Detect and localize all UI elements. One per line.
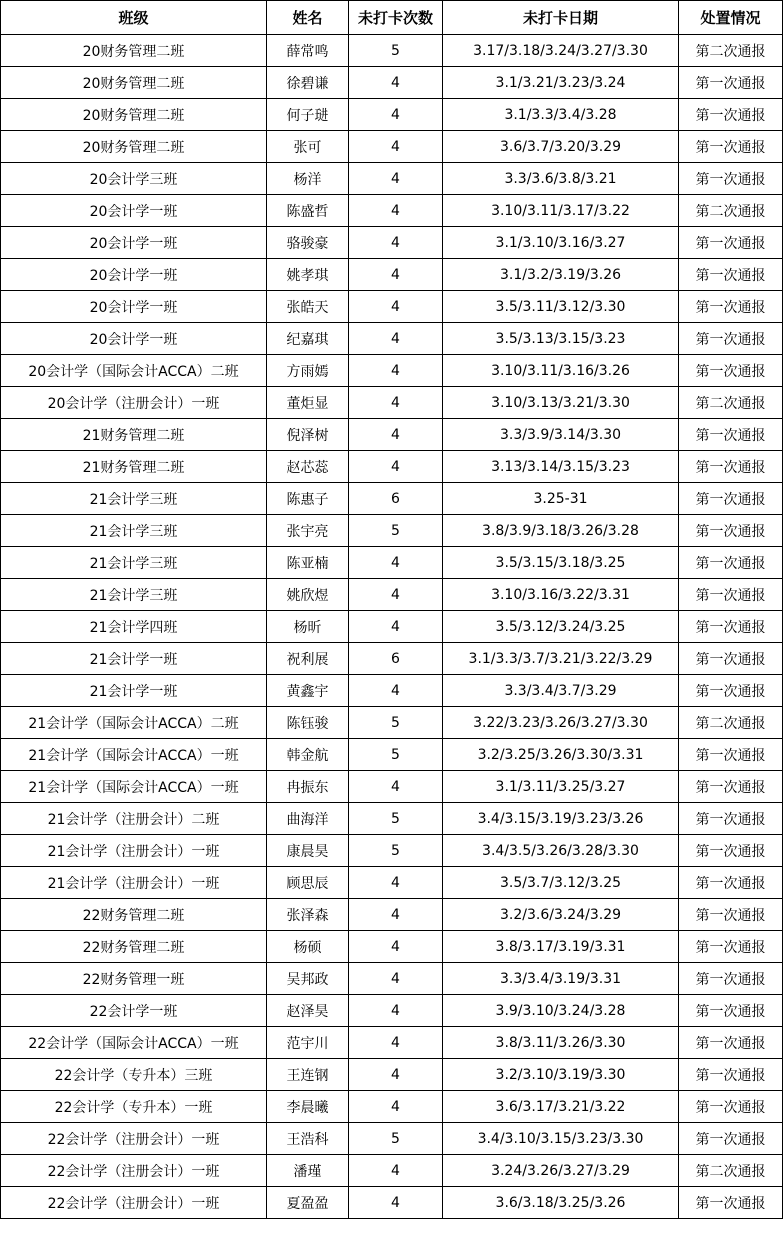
name-cell: 夏盈盈 xyxy=(267,1187,349,1219)
class-cell: 22会计学（国际会计ACCA）一班 xyxy=(1,1027,267,1059)
missed-count-cell: 4 xyxy=(349,899,443,931)
missed-count-cell: 4 xyxy=(349,675,443,707)
table-row xyxy=(1,259,783,291)
disposition-cell: 第一次通报 xyxy=(679,643,783,675)
name-cell: 杨硕 xyxy=(267,931,349,963)
name-cell: 杨洋 xyxy=(267,163,349,195)
class-cell: 20会计学三班 xyxy=(1,163,267,195)
disposition-cell: 第一次通报 xyxy=(679,771,783,803)
disposition-cell: 第一次通报 xyxy=(679,867,783,899)
name-cell: 纪嘉琪 xyxy=(267,323,349,355)
name-cell: 张泽森 xyxy=(267,899,349,931)
class-cell: 20会计学一班 xyxy=(1,227,267,259)
table-row xyxy=(1,643,783,675)
class-cell: 20会计学一班 xyxy=(1,323,267,355)
table-row xyxy=(1,355,783,387)
name-cell: 黄鑫宇 xyxy=(267,675,349,707)
disposition-cell: 第一次通报 xyxy=(679,323,783,355)
missed-count-cell: 4 xyxy=(349,547,443,579)
name-cell: 潘瑾 xyxy=(267,1155,349,1187)
missed-count-cell: 4 xyxy=(349,259,443,291)
header-missed-count: 未打卡次数 xyxy=(349,1,443,35)
table-row xyxy=(1,35,783,67)
table-row xyxy=(1,67,783,99)
disposition-cell: 第一次通报 xyxy=(679,739,783,771)
table-row xyxy=(1,1059,783,1091)
missed-count-cell: 4 xyxy=(349,163,443,195)
name-cell: 顾思辰 xyxy=(267,867,349,899)
missed-count-cell: 5 xyxy=(349,1123,443,1155)
name-cell: 吴邦政 xyxy=(267,963,349,995)
missed-count-cell: 4 xyxy=(349,995,443,1027)
table-row xyxy=(1,387,783,419)
missed-dates-cell: 3.3/3.4/3.19/3.31 xyxy=(443,963,679,995)
missed-dates-cell: 3.5/3.12/3.24/3.25 xyxy=(443,611,679,643)
missed-count-cell: 4 xyxy=(349,1187,443,1219)
missed-dates-cell: 3.3/3.6/3.8/3.21 xyxy=(443,163,679,195)
class-cell: 21财务管理二班 xyxy=(1,419,267,451)
table-row xyxy=(1,963,783,995)
missed-count-cell: 4 xyxy=(349,451,443,483)
missed-dates-cell: 3.4/3.15/3.19/3.23/3.26 xyxy=(443,803,679,835)
class-cell: 21会计学（注册会计）一班 xyxy=(1,867,267,899)
disposition-cell: 第一次通报 xyxy=(679,291,783,323)
missed-dates-cell: 3.2/3.25/3.26/3.30/3.31 xyxy=(443,739,679,771)
disposition-cell: 第一次通报 xyxy=(679,995,783,1027)
class-cell: 21会计学四班 xyxy=(1,611,267,643)
missed-dates-cell: 3.5/3.13/3.15/3.23 xyxy=(443,323,679,355)
table-row xyxy=(1,931,783,963)
disposition-cell: 第二次通报 xyxy=(679,387,783,419)
missed-count-cell: 4 xyxy=(349,355,443,387)
class-cell: 21会计学（国际会计ACCA）二班 xyxy=(1,707,267,739)
missed-dates-cell: 3.22/3.23/3.26/3.27/3.30 xyxy=(443,707,679,739)
table-row xyxy=(1,739,783,771)
name-cell: 冉振东 xyxy=(267,771,349,803)
header-missed-dates: 未打卡日期 xyxy=(443,1,679,35)
missed-count-cell: 5 xyxy=(349,35,443,67)
missed-count-cell: 4 xyxy=(349,931,443,963)
missed-count-cell: 6 xyxy=(349,483,443,515)
table-row xyxy=(1,1091,783,1123)
class-cell: 21会计学（注册会计）二班 xyxy=(1,803,267,835)
class-cell: 21财务管理二班 xyxy=(1,451,267,483)
missed-count-cell: 4 xyxy=(349,963,443,995)
missed-count-cell: 5 xyxy=(349,803,443,835)
missed-dates-cell: 3.24/3.26/3.27/3.29 xyxy=(443,1155,679,1187)
missed-count-cell: 4 xyxy=(349,387,443,419)
class-cell: 20会计学一班 xyxy=(1,291,267,323)
disposition-cell: 第一次通报 xyxy=(679,675,783,707)
name-cell: 陈惠子 xyxy=(267,483,349,515)
table-row xyxy=(1,995,783,1027)
missed-count-cell: 4 xyxy=(349,1027,443,1059)
missed-dates-cell: 3.8/3.17/3.19/3.31 xyxy=(443,931,679,963)
name-cell: 姚孝琪 xyxy=(267,259,349,291)
disposition-cell: 第一次通报 xyxy=(679,803,783,835)
table-row xyxy=(1,899,783,931)
name-cell: 徐碧谦 xyxy=(267,67,349,99)
disposition-cell: 第一次通报 xyxy=(679,99,783,131)
name-cell: 张皓天 xyxy=(267,291,349,323)
class-cell: 21会计学（注册会计）一班 xyxy=(1,835,267,867)
missed-count-cell: 4 xyxy=(349,867,443,899)
missed-dates-cell: 3.2/3.10/3.19/3.30 xyxy=(443,1059,679,1091)
missed-count-cell: 5 xyxy=(349,515,443,547)
name-cell: 康晨昊 xyxy=(267,835,349,867)
name-cell: 方雨嫣 xyxy=(267,355,349,387)
missed-dates-cell: 3.1/3.3/3.4/3.28 xyxy=(443,99,679,131)
disposition-cell: 第一次通报 xyxy=(679,899,783,931)
name-cell: 祝利展 xyxy=(267,643,349,675)
missed-dates-cell: 3.25-31 xyxy=(443,483,679,515)
table-row xyxy=(1,515,783,547)
table-row xyxy=(1,675,783,707)
disposition-cell: 第一次通报 xyxy=(679,1187,783,1219)
table-row xyxy=(1,867,783,899)
class-cell: 21会计学一班 xyxy=(1,675,267,707)
disposition-cell: 第一次通报 xyxy=(679,963,783,995)
name-cell: 陈盛哲 xyxy=(267,195,349,227)
missed-dates-cell: 3.10/3.16/3.22/3.31 xyxy=(443,579,679,611)
missed-dates-cell: 3.9/3.10/3.24/3.28 xyxy=(443,995,679,1027)
name-cell: 范宇川 xyxy=(267,1027,349,1059)
class-cell: 22财务管理二班 xyxy=(1,931,267,963)
missed-count-cell: 4 xyxy=(349,195,443,227)
class-cell: 22财务管理二班 xyxy=(1,899,267,931)
class-cell: 20财务管理二班 xyxy=(1,99,267,131)
missed-count-cell: 4 xyxy=(349,67,443,99)
missed-dates-cell: 3.8/3.11/3.26/3.30 xyxy=(443,1027,679,1059)
table-row xyxy=(1,707,783,739)
missed-dates-cell: 3.6/3.17/3.21/3.22 xyxy=(443,1091,679,1123)
missed-dates-cell: 3.1/3.2/3.19/3.26 xyxy=(443,259,679,291)
table-row xyxy=(1,547,783,579)
class-cell: 21会计学一班 xyxy=(1,643,267,675)
disposition-cell: 第二次通报 xyxy=(679,1155,783,1187)
disposition-cell: 第一次通报 xyxy=(679,931,783,963)
disposition-cell: 第一次通报 xyxy=(679,579,783,611)
name-cell: 韩金航 xyxy=(267,739,349,771)
table-row xyxy=(1,451,783,483)
missed-dates-cell: 3.1/3.21/3.23/3.24 xyxy=(443,67,679,99)
class-cell: 20财务管理二班 xyxy=(1,67,267,99)
name-cell: 王浩科 xyxy=(267,1123,349,1155)
table-row xyxy=(1,1155,783,1187)
table-row xyxy=(1,771,783,803)
name-cell: 倪泽树 xyxy=(267,419,349,451)
disposition-cell: 第一次通报 xyxy=(679,1091,783,1123)
missed-count-cell: 4 xyxy=(349,323,443,355)
name-cell: 赵泽昊 xyxy=(267,995,349,1027)
class-cell: 20会计学一班 xyxy=(1,195,267,227)
missed-count-cell: 5 xyxy=(349,739,443,771)
missed-count-cell: 4 xyxy=(349,579,443,611)
name-cell: 王连钢 xyxy=(267,1059,349,1091)
name-cell: 骆骏豪 xyxy=(267,227,349,259)
disposition-cell: 第一次通报 xyxy=(679,419,783,451)
name-cell: 董炬显 xyxy=(267,387,349,419)
table-row xyxy=(1,1187,783,1219)
table-row xyxy=(1,483,783,515)
missed-count-cell: 4 xyxy=(349,611,443,643)
table-row xyxy=(1,163,783,195)
name-cell: 赵芯蕊 xyxy=(267,451,349,483)
table-row xyxy=(1,803,783,835)
missed-count-cell: 4 xyxy=(349,291,443,323)
class-cell: 22会计学一班 xyxy=(1,995,267,1027)
name-cell: 李晨曦 xyxy=(267,1091,349,1123)
disposition-cell: 第一次通报 xyxy=(679,227,783,259)
class-cell: 22会计学（注册会计）一班 xyxy=(1,1187,267,1219)
missed-count-cell: 4 xyxy=(349,1059,443,1091)
class-cell: 20财务管理二班 xyxy=(1,35,267,67)
class-cell: 20财务管理二班 xyxy=(1,131,267,163)
name-cell: 张可 xyxy=(267,131,349,163)
missed-dates-cell: 3.10/3.13/3.21/3.30 xyxy=(443,387,679,419)
missed-dates-cell: 3.17/3.18/3.24/3.27/3.30 xyxy=(443,35,679,67)
disposition-cell: 第一次通报 xyxy=(679,547,783,579)
table-row xyxy=(1,195,783,227)
table-row xyxy=(1,291,783,323)
missed-dates-cell: 3.3/3.9/3.14/3.30 xyxy=(443,419,679,451)
name-cell: 张宇亮 xyxy=(267,515,349,547)
missed-dates-cell: 3.5/3.7/3.12/3.25 xyxy=(443,867,679,899)
missed-dates-cell: 3.4/3.5/3.26/3.28/3.30 xyxy=(443,835,679,867)
missed-dates-cell: 3.5/3.11/3.12/3.30 xyxy=(443,291,679,323)
missed-dates-cell: 3.1/3.3/3.7/3.21/3.22/3.29 xyxy=(443,643,679,675)
missed-count-cell: 4 xyxy=(349,131,443,163)
missed-count-cell: 4 xyxy=(349,1155,443,1187)
table-row xyxy=(1,611,783,643)
missed-dates-cell: 3.4/3.10/3.15/3.23/3.30 xyxy=(443,1123,679,1155)
table-header xyxy=(1,1,783,35)
disposition-cell: 第一次通报 xyxy=(679,1059,783,1091)
class-cell: 22会计学（注册会计）一班 xyxy=(1,1123,267,1155)
missed-dates-cell: 3.6/3.18/3.25/3.26 xyxy=(443,1187,679,1219)
name-cell: 陈钰骏 xyxy=(267,707,349,739)
disposition-cell: 第一次通报 xyxy=(679,451,783,483)
class-cell: 21会计学三班 xyxy=(1,579,267,611)
table-row xyxy=(1,579,783,611)
name-cell: 姚欣煜 xyxy=(267,579,349,611)
missed-dates-cell: 3.8/3.9/3.18/3.26/3.28 xyxy=(443,515,679,547)
class-cell: 20会计学（注册会计）一班 xyxy=(1,387,267,419)
missed-dates-cell: 3.6/3.7/3.20/3.29 xyxy=(443,131,679,163)
disposition-cell: 第二次通报 xyxy=(679,707,783,739)
class-cell: 21会计学（国际会计ACCA）一班 xyxy=(1,771,267,803)
disposition-cell: 第二次通报 xyxy=(679,195,783,227)
class-cell: 20会计学（国际会计ACCA）二班 xyxy=(1,355,267,387)
header-name: 姓名 xyxy=(267,1,349,35)
class-cell: 21会计学（国际会计ACCA）一班 xyxy=(1,739,267,771)
header-row xyxy=(1,1,783,35)
disposition-cell: 第一次通报 xyxy=(679,1123,783,1155)
table-row xyxy=(1,419,783,451)
disposition-cell: 第一次通报 xyxy=(679,1027,783,1059)
class-cell: 21会计学三班 xyxy=(1,547,267,579)
class-cell: 20会计学一班 xyxy=(1,259,267,291)
missed-dates-cell: 3.3/3.4/3.7/3.29 xyxy=(443,675,679,707)
missed-count-cell: 4 xyxy=(349,99,443,131)
missed-count-cell: 5 xyxy=(349,707,443,739)
table-body xyxy=(1,35,783,1219)
disposition-cell: 第一次通报 xyxy=(679,483,783,515)
class-cell: 22会计学（专升本）三班 xyxy=(1,1059,267,1091)
class-cell: 22会计学（注册会计）一班 xyxy=(1,1155,267,1187)
table-row xyxy=(1,99,783,131)
missed-dates-cell: 3.10/3.11/3.17/3.22 xyxy=(443,195,679,227)
missed-dates-cell: 3.13/3.14/3.15/3.23 xyxy=(443,451,679,483)
class-cell: 21会计学三班 xyxy=(1,483,267,515)
table-row xyxy=(1,227,783,259)
missed-count-cell: 4 xyxy=(349,419,443,451)
missed-count-cell: 4 xyxy=(349,1091,443,1123)
disposition-cell: 第一次通报 xyxy=(679,259,783,291)
disposition-cell: 第一次通报 xyxy=(679,835,783,867)
class-cell: 22财务管理一班 xyxy=(1,963,267,995)
table-row xyxy=(1,835,783,867)
header-class: 班级 xyxy=(1,1,267,35)
name-cell: 何子琎 xyxy=(267,99,349,131)
missed-count-cell: 4 xyxy=(349,227,443,259)
missed-dates-cell: 3.10/3.11/3.16/3.26 xyxy=(443,355,679,387)
table-row xyxy=(1,1123,783,1155)
disposition-cell: 第一次通报 xyxy=(679,67,783,99)
disposition-cell: 第一次通报 xyxy=(679,163,783,195)
header-disposition: 处置情况 xyxy=(679,1,783,35)
disposition-cell: 第一次通报 xyxy=(679,611,783,643)
table-row xyxy=(1,1027,783,1059)
class-cell: 22会计学（专升本）一班 xyxy=(1,1091,267,1123)
missed-dates-cell: 3.1/3.11/3.25/3.27 xyxy=(443,771,679,803)
name-cell: 陈亚楠 xyxy=(267,547,349,579)
disposition-cell: 第二次通报 xyxy=(679,35,783,67)
disposition-cell: 第一次通报 xyxy=(679,355,783,387)
disposition-cell: 第一次通报 xyxy=(679,131,783,163)
class-cell: 21会计学三班 xyxy=(1,515,267,547)
missed-count-cell: 6 xyxy=(349,643,443,675)
missed-count-cell: 5 xyxy=(349,835,443,867)
name-cell: 曲海洋 xyxy=(267,803,349,835)
table-row xyxy=(1,323,783,355)
disposition-cell: 第一次通报 xyxy=(679,515,783,547)
missed-dates-cell: 3.1/3.10/3.16/3.27 xyxy=(443,227,679,259)
name-cell: 杨昕 xyxy=(267,611,349,643)
table-row xyxy=(1,131,783,163)
name-cell: 薛常鸣 xyxy=(267,35,349,67)
missed-dates-cell: 3.2/3.6/3.24/3.29 xyxy=(443,899,679,931)
missed-dates-cell: 3.5/3.15/3.18/3.25 xyxy=(443,547,679,579)
missed-count-cell: 4 xyxy=(349,771,443,803)
